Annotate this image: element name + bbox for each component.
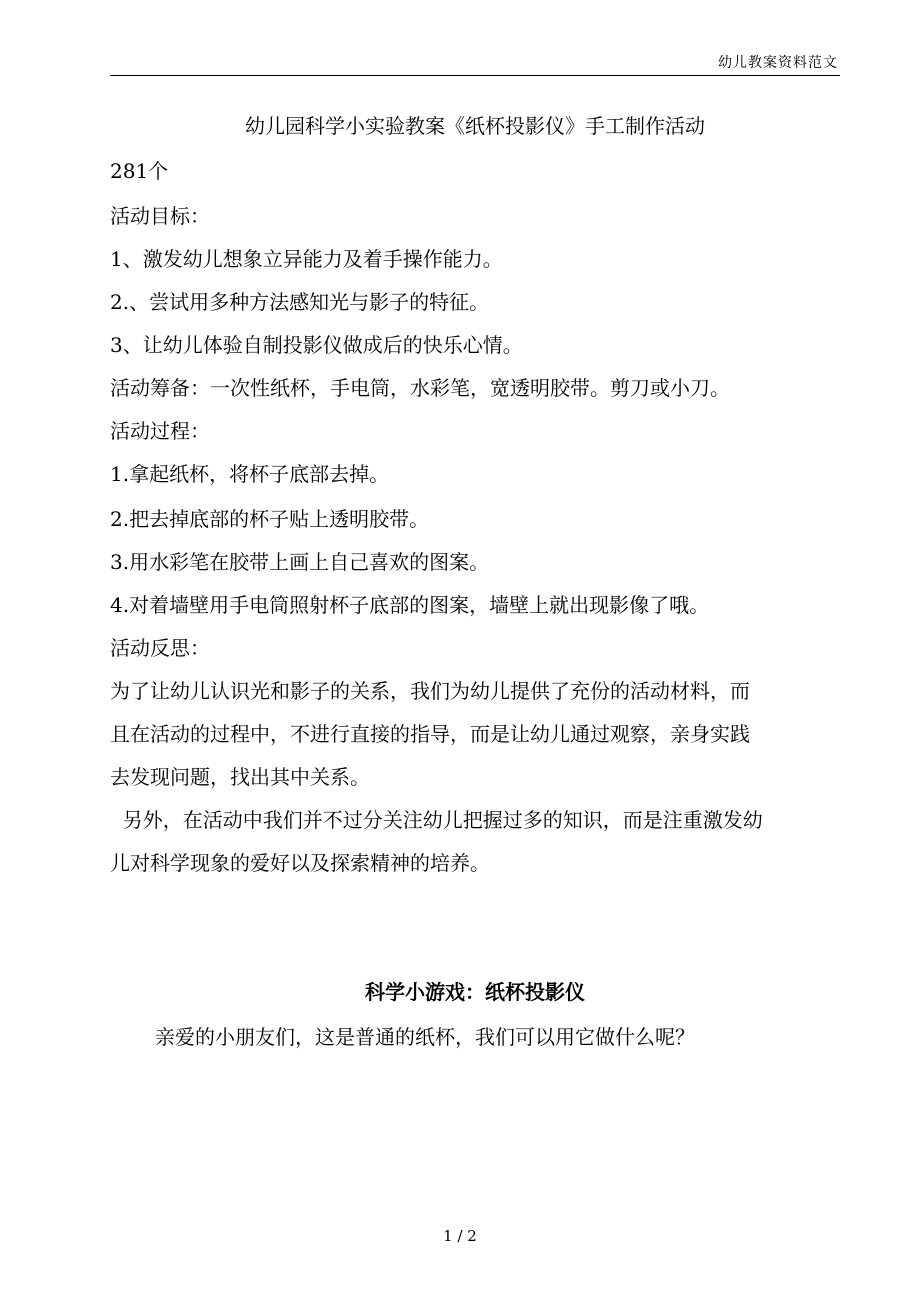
body-line: 1.拿起纸杯，将杯子底部去掉。 — [110, 462, 390, 486]
body-line: 活动反思： — [110, 636, 210, 660]
body-line: 去发现问题，找出其中关系。 — [110, 765, 370, 789]
body-line: 活动目标： — [110, 204, 210, 228]
body-line: 另外，在活动中我们并不过分关注幼儿把握过多的知识，而是注重激发幼 — [110, 808, 763, 832]
body-line: 3.用水彩笔在胶带上画上自己喜欢的图案。 — [110, 550, 490, 574]
body-line: 活动过程： — [110, 419, 210, 443]
page-header-text: 幼儿教案资料范文 — [718, 55, 838, 71]
body-line: 1、激发幼儿想象立异能力及着手操作能力。 — [110, 247, 503, 271]
body-line: 2.把去掉底部的杯子贴上透明胶带。 — [110, 507, 430, 531]
section-title: 科学小游戏：纸杯投影仪 — [365, 980, 585, 1004]
body-line: 为了让幼儿认识光和影子的关系，我们为幼儿提供了充份的活动材料，而 — [110, 679, 750, 703]
body-line: 3、让幼儿体验自制投影仪做成后的快乐心情。 — [110, 333, 523, 357]
body-line: 2.、尝试用多种方法感知光与影子的特征。 — [110, 290, 490, 314]
body-line: 且在活动的过程中，不进行直接的指导，而是让幼儿通过观察，亲身实践 — [110, 722, 750, 746]
section-intro: 亲爱的小朋友们，这是普通的纸杯，我们可以用它做什么呢？ — [155, 1025, 695, 1049]
header-rule — [110, 75, 840, 76]
body-line: 4.对着墙壁用手电筒照射杯子底部的图案，墙壁上就出现影像了哦。 — [110, 593, 710, 617]
body-line: 儿对科学现象的爱好以及探索精神的培养。 — [110, 851, 490, 875]
body-line: 281个 — [110, 159, 169, 183]
page-number: 1 / 2 — [443, 1227, 477, 1245]
body-line: 活动筹备：一次性纸杯，手电筒，水彩笔，宽透明胶带。剪刀或小刀。 — [110, 376, 730, 400]
document-title: 幼儿园科学小实验教案《纸杯投影仪》手工制作活动 — [245, 114, 705, 138]
